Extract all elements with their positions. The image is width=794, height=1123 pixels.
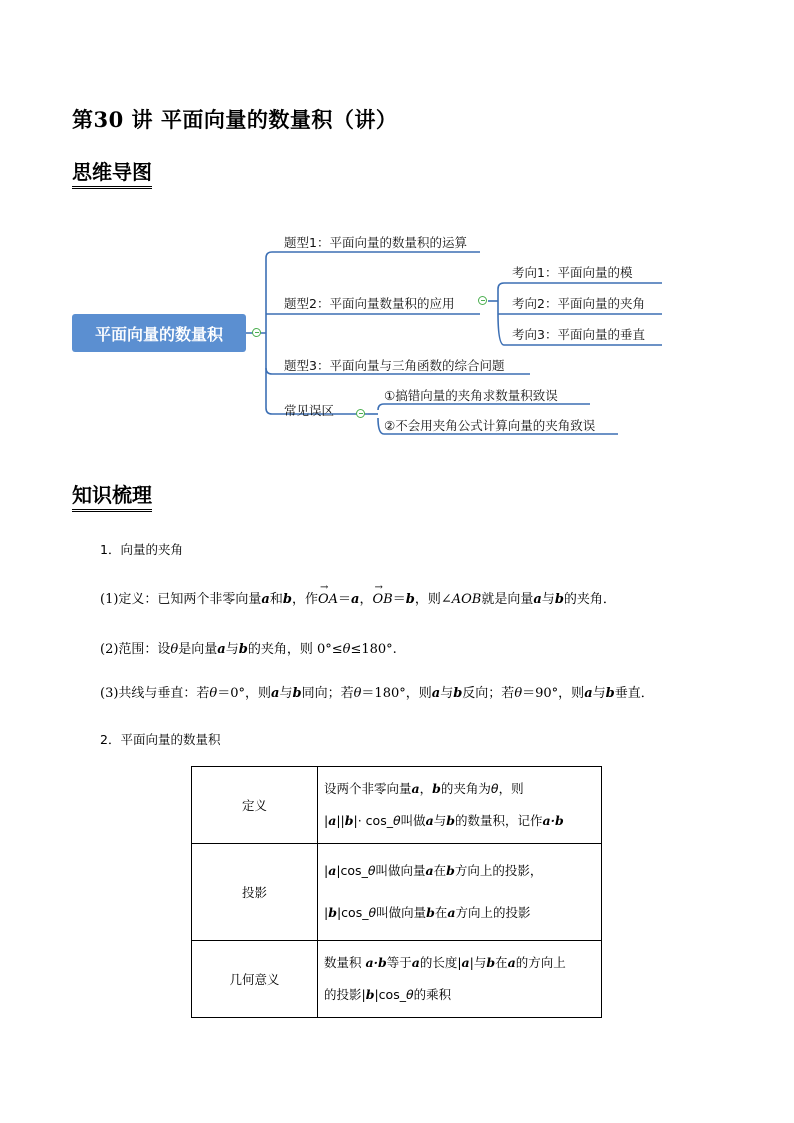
table-key-projection: 投影 [192,844,318,941]
mindmap-node-direction2: 考向2：平面向量的夹角 [512,296,645,311]
table-row [192,941,602,1018]
dot-product-table [191,766,602,1018]
mindmap-node-type3: 题型3：平面向量与三角函数的综合问题 [284,358,505,373]
table-row [192,844,602,941]
paragraph-range: (2)范围：设θ是向量a与b的夹角，则 0°≤θ≤180°. [100,642,397,657]
table-row [192,767,602,844]
table-value-projection: |a|cos_θ叫做向量a在b方向上的投影， |b|cos_θ叫做向量b在a方向上的投影 [318,844,602,941]
mindmap-node-type2: 题型2：平面向量数量积的应用 [284,296,455,311]
mindmap-node-type1: 题型1：平面向量的数量积的运算 [284,235,467,250]
collapse-icon[interactable] [356,409,365,418]
mindmap-node-direction3: 考向3：平面向量的垂直 [512,327,645,342]
section-heading-mindmap: 思维导图 [72,161,152,189]
page-title: 第30 讲 平面向量的数量积（讲） [72,107,398,132]
mindmap-node-mistakes: 常见误区 [284,403,335,418]
mindmap-root-node: 平面向量的数量积 [72,314,246,352]
mindmap-node-mistake1: ①搞错向量的夹角求数量积致误 [384,388,558,403]
table-key-definition: 定义 [192,767,318,844]
table-value-definition: 设两个非零向量a，b的夹角为θ，则 |a||b|· cos_θ叫做a与b的数量积，记作a·b [318,767,602,844]
mindmap-node-mistake2: ②不会用夹角公式计算向量的夹角致误 [384,418,596,433]
table-key-geometric-meaning: 几何意义 [192,941,318,1018]
paragraph-definition: (1)定义：已知两个非零向量a和b，作→ OA＝a，→ OB＝b，则∠AOB就是向量a与b的夹角． [100,588,616,607]
paragraph-collinear: (3)共线与垂直：若θ＝0°，则a与b同向；若θ＝180°，则a与b反向；若θ＝90°，则a与b垂直． [100,686,654,701]
section-heading-knowledge: 知识梳理 [72,484,152,512]
heading-vector-angle: 1．向量的夹角 [100,542,183,557]
mindmap-node-direction1: 考向1：平面向量的模 [512,265,633,280]
heading-dot-product: 2．平面向量的数量积 [100,732,221,747]
table-value-geometric-meaning: 数量积 a·b等于a的长度|a|与b在a的方向上 的投影|b|cos_θ的乘积 [318,941,602,1018]
collapse-icon[interactable] [478,296,487,305]
collapse-icon[interactable] [252,328,261,337]
